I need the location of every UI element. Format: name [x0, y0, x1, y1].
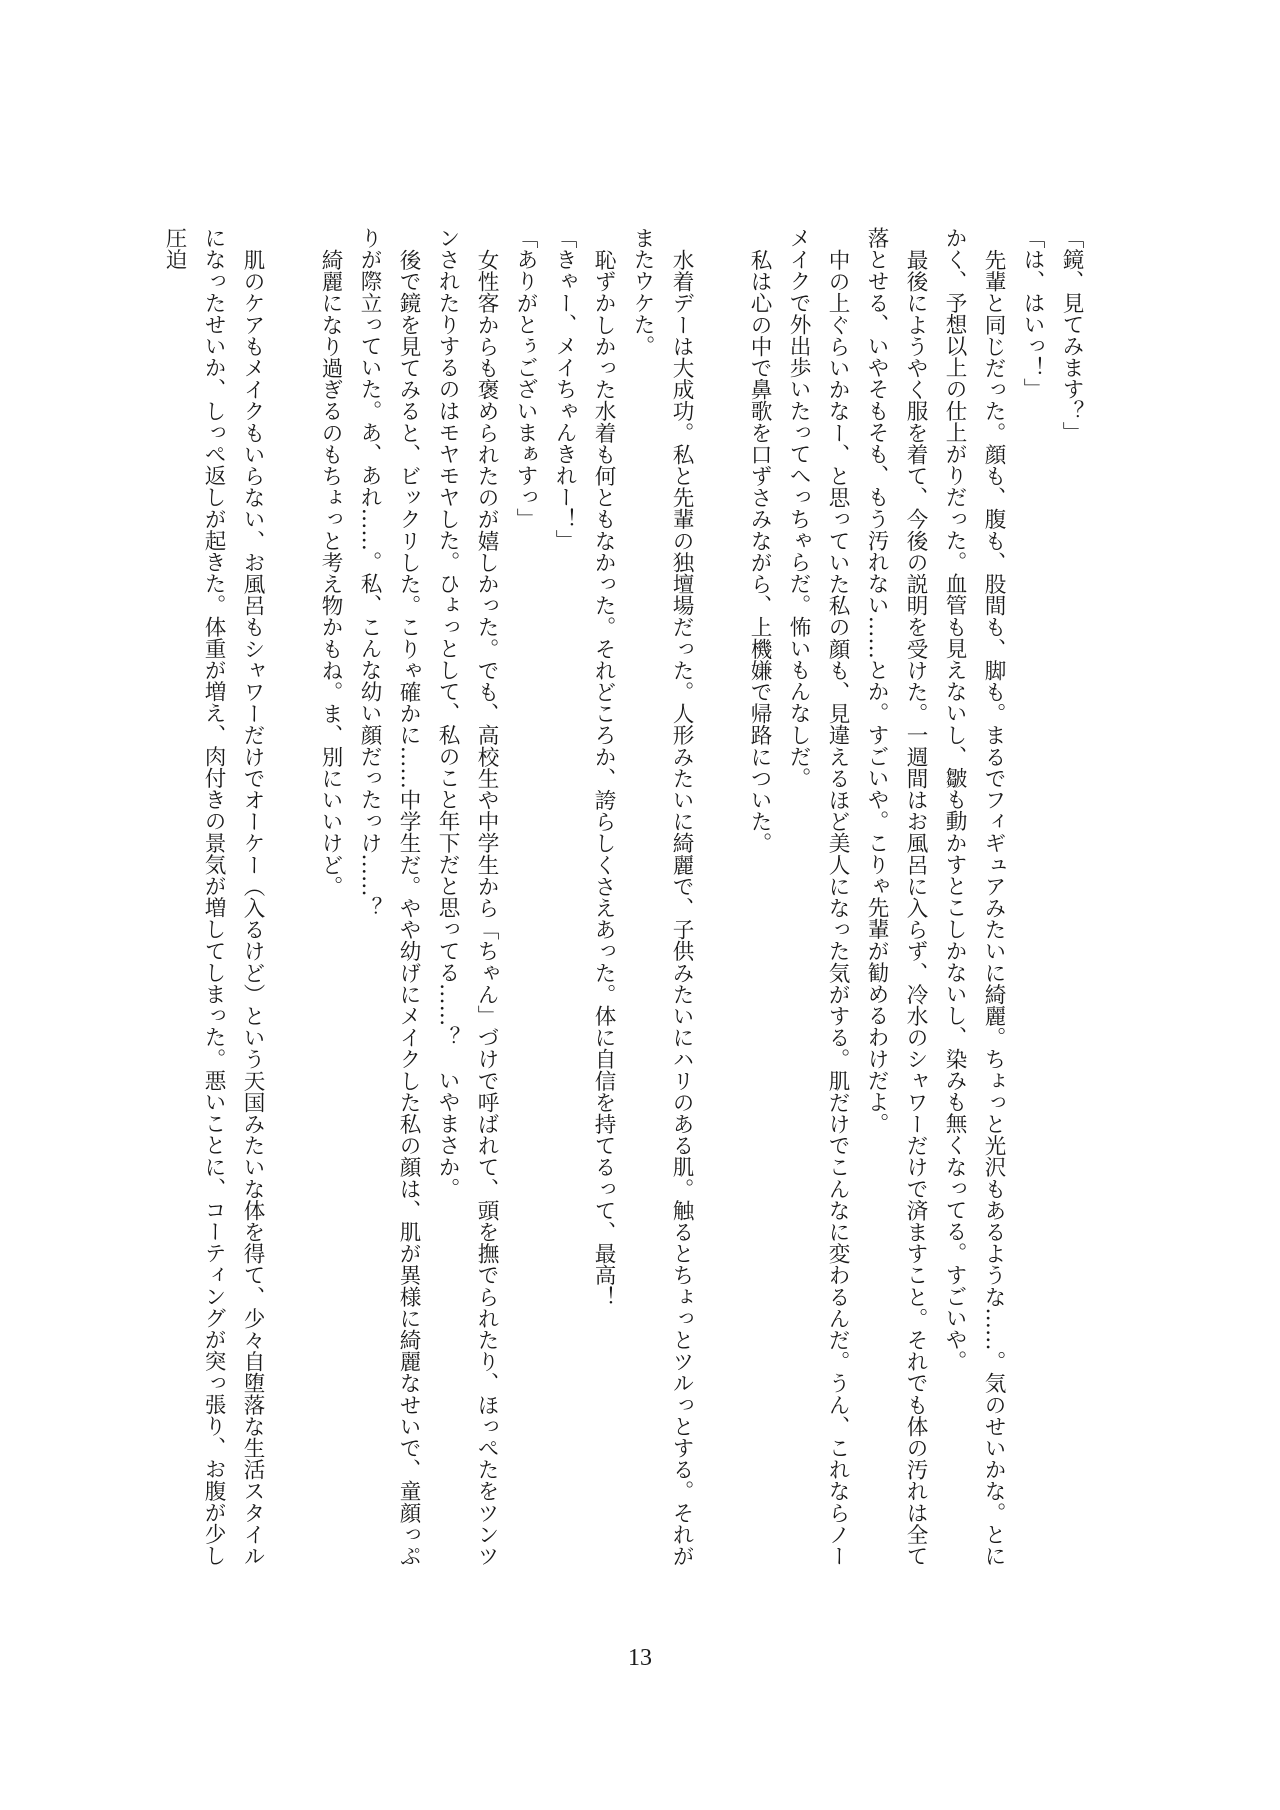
dialog-line: 「鏡、見てみます？」	[1059, 227, 1084, 443]
paragraph: 恥ずかしかった水着も何ともなかった。それどころか、誇らしくさえあった。体に自信を持てるって、最高！	[591, 248, 616, 1307]
dialog-line: 「きゃー、メイちゃんきれー！」	[552, 227, 577, 551]
paragraph: 先輩と同じだった。顔も、腹も、股間も、脚も。まるでフィギュアみたいに綺麗。ちょっと光沢もあるような……。気のせいかな。とにかく、予想以上の仕上がりだった。血管も見えないし、皺も動かすとこしかないし、染みも無くなってる。すごいや。	[942, 227, 1006, 1567]
paragraph: 綺麗になり過ぎるのもちょっと考え物かもね。ま、別にいいけど。	[318, 248, 343, 897]
paragraph: 女性客からも褒められたのが嬉しかった。でも、高校生や中学生から「ちゃん」づけで呼ばれて、頭を撫でられたり、ほっぺたをツンツンされたりするのはモヤモヤした。ひょっとして、私のこと年下だと思ってる……？ いやまさか。	[435, 227, 499, 1567]
paragraph: 水着デーは大成功。私と先輩の独壇場だった。人形みたいに綺麗で、子供みたいにハリのある肌。触るとちょっとツルっとする。それがまたウケた。	[630, 227, 694, 1567]
section-break	[272, 227, 311, 1567]
paragraph: 後で鏡を見てみると、ビックリした。こりゃ確かに……中学生だ。やや幼げにメイクした私の顔は、肌が異様に綺麗なせいで、童顔っぷりが際立っていた。あ、あれ……。私、こんな幼い顔だったっけ……？	[357, 227, 421, 1567]
dialog-line: 「は、はいっ！」	[1020, 227, 1045, 400]
page-number: 13	[628, 1645, 652, 1671]
dialog-line: 「ありがとぅございまぁすっ」	[513, 227, 538, 530]
paragraph: 肌のケアもメイクもいらない、お風呂もシャワーだけでオーケー（入るけど）という天国みたいな体を得て、少々自堕落な生活スタイルになったせいか、しっぺ返しが起きた。体重が増え、肉付きの景気が増してしまった。悪いことに、コーティングが突っ張り、お腹が少し圧迫	[162, 227, 265, 1567]
paragraph: 最後にようやく服を着て、今後の説明を受けた。一週間はお風呂に入らず、冷水のシャワーだけで済ますこと。それでも体の汚れは全て落とせる、いやそもそも、もう汚れない……とか。すごいや。こりゃ先輩が勧めるわけだよ。	[864, 227, 928, 1567]
paragraph: 私は心の中で鼻歌を口ずさみながら、上機嫌で帰路についた。	[747, 248, 772, 854]
section-break	[701, 227, 740, 1567]
body-text	[155, 227, 1091, 1567]
paragraph: 中の上ぐらいかなー、と思っていた私の顔も、見違えるほど美人になった気がする。肌だけでこんなに変わるんだ。うん、これならノーメイクで外出歩いたってへっちゃらだ。怖いもんなしだ。	[786, 227, 850, 1567]
